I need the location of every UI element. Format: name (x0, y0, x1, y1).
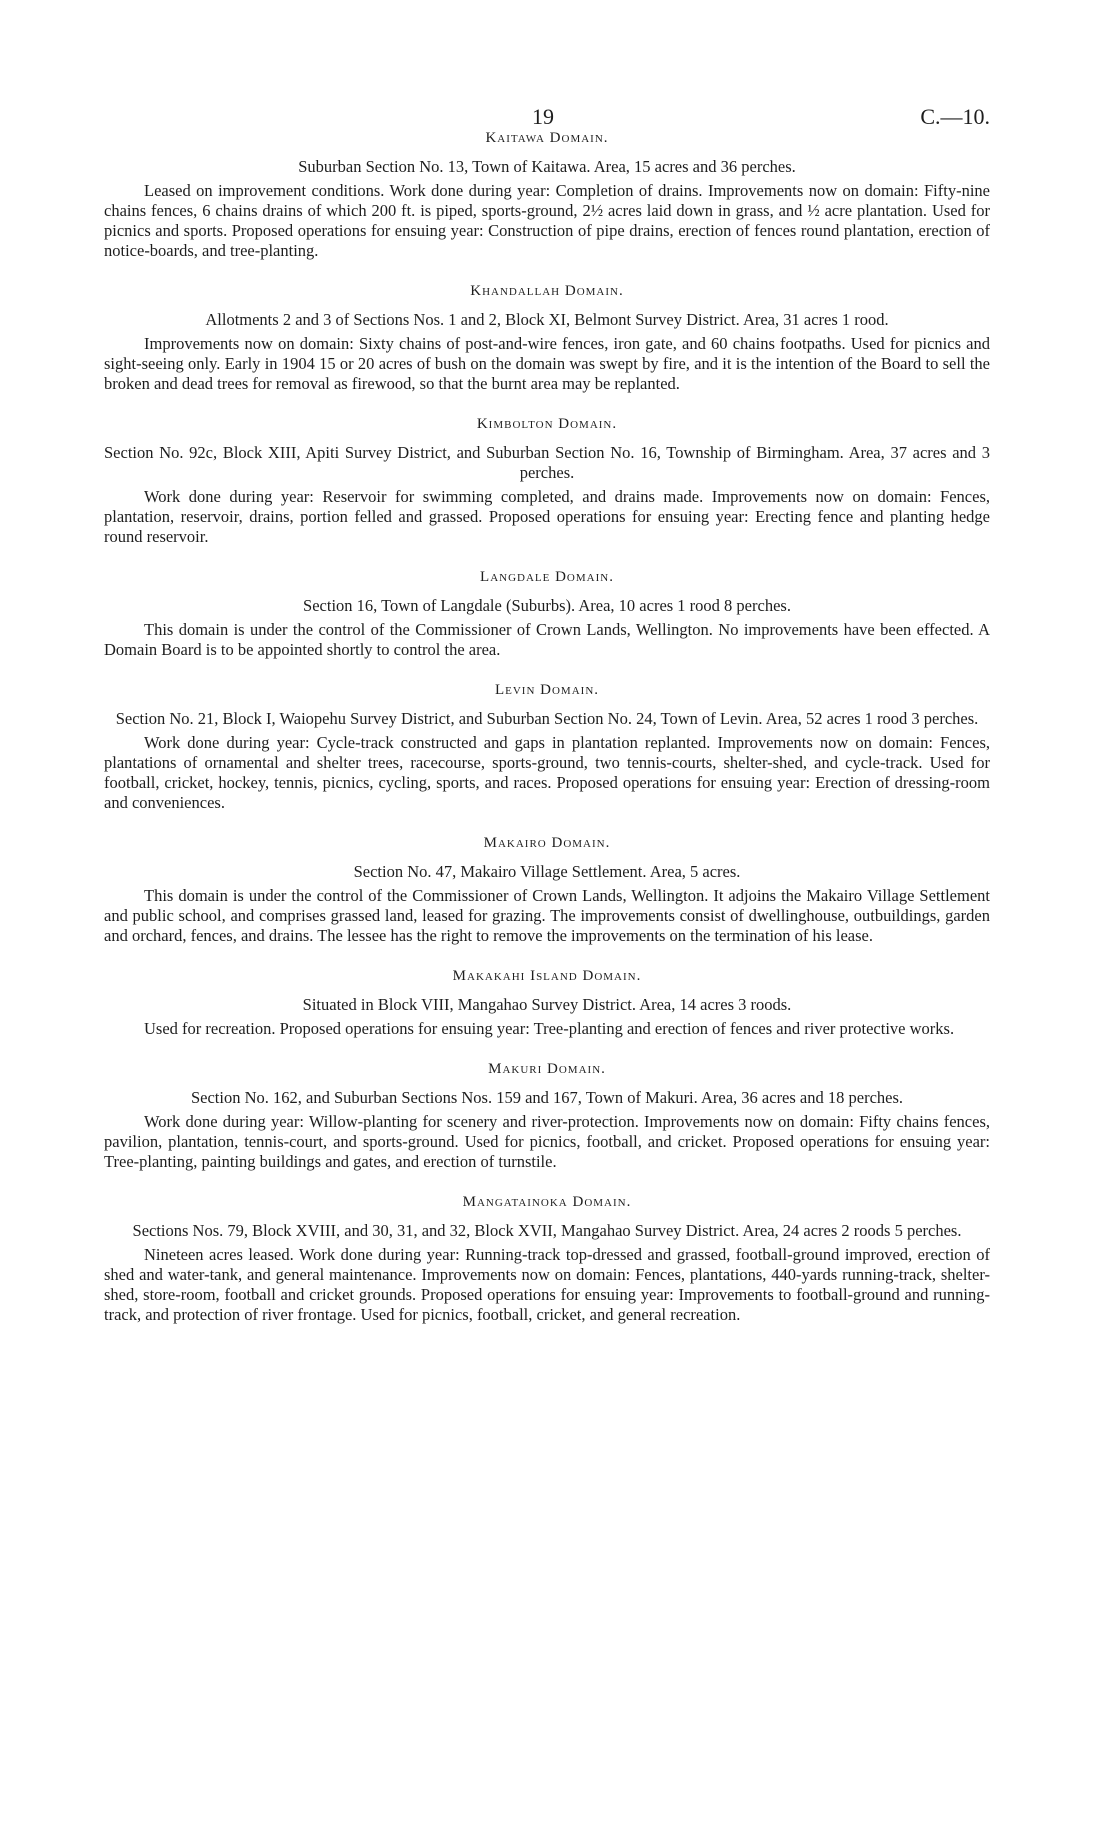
section-body: This domain is under the control of the Commissioner of Crown Lands, Wellington. It adjoins the Makairo Village Settlement and public school, and comprises grassed land, leased for grazing. The improvements consist of dwellinghouse, outbuildings, garden and orchard, fences, and drains. The lessee has the right to remove the improvements on the termination of his lease. (104, 886, 990, 945)
section-location: Section 16, Town of Langdale (Suburbs). Area, 10 acres 1 rood 8 perches. (303, 596, 791, 615)
section-body: Work done during year: Reservoir for swimming completed, and drains made. Improvements now on domain: Fences, plantation, reservoir, drains, portion felled and grassed. Proposed operations for ensuing year: Erecting fence and planting hedge round reservoir. (104, 487, 990, 546)
document-reference: C.—10. (920, 104, 990, 129)
section-location: Section No. 92c, Block XIII, Apiti Survey District, and Suburban Section No. 16, Township of Birmingham. Area, 37 acres and 3 perches. (104, 443, 990, 482)
section-body: Nineteen acres leased. Work done during year: Running-track top-dressed and grassed, football-ground improved, erection of shed and water-tank, and general maintenance. Improvements now on domain: Fences, plantations, 440-yards running-track, shelter-shed, store-room, football and cricket grounds. Proposed operations for ensuing year: Improvements to football-ground and running-track, and protection of river frontage. Used for picnics, football, cricket, and general recreation. (104, 1245, 990, 1324)
section-title: Mangatainoka Domain. (462, 1194, 632, 1210)
section-title: Levin Domain. (494, 682, 600, 698)
section-langdale (104, 567, 990, 660)
section-location: Sections Nos. 79, Block XVIII, and 30, 31, and 32, Block XVII, Mangahao Survey District. Area, 24 acres 2 roods 5 perches. (132, 1221, 962, 1240)
page-number: 19 (532, 104, 554, 129)
page-header (104, 0, 990, 128)
section-body: Work done during year: Willow-planting for scenery and river-protection. Improvements now on domain: Fifty chains fences, pavilion, plantation, tennis-court, and sports-ground. Used for picnics, football, and cricket. Proposed operations for ensuing year: Tree-planting, painting buildings and gates, and erection of turnstile. (104, 1112, 990, 1171)
section-makairo (104, 833, 990, 946)
section-title: Kaitawa Domain. (485, 130, 609, 146)
section-body: Used for recreation. Proposed operations for ensuing year: Tree-planting and erection of fences and river protective works. (144, 1019, 955, 1038)
section-title: Makairo Domain. (483, 835, 611, 851)
section-kimbolton (104, 414, 990, 547)
section-body: This domain is under the control of the Commissioner of Crown Lands, Wellington. No improvements have been effected. A Domain Board is to be appointed shortly to control the area. (104, 620, 990, 659)
section-mangatainoka (104, 1192, 990, 1325)
section-location: Section No. 21, Block I, Waiopehu Survey District, and Suburban Section No. 24, Town of Levin. Area, 52 acres 1 rood 3 perches. (115, 709, 979, 728)
section-khandallah (104, 281, 990, 394)
section-kaitawa (104, 128, 990, 261)
section-body: Work done during year: Cycle-track constructed and gaps in plantation replanted. Improvements now on domain: Fences, plantations of ornamental and shelter trees, racecourse, sports-ground, two tennis-courts, shelter-shed, and cycle-track. Used for football, cricket, hockey, tennis, picnics, cycling, sports, and races. Proposed operations for ensuing year: Erection of dressing-room and conveniences. (104, 733, 990, 812)
section-location: Section No. 162, and Suburban Sections Nos. 159 and 167, Town of Makuri. Area, 36 acres and 18 perches. (190, 1088, 904, 1107)
section-body: Leased on improvement conditions. Work done during year: Completion of drains. Improvements now on domain: Fifty-nine chains fences, 6 chains drains of which 200 ft. is piped, sports-ground, 2½ acres laid down in grass, and ½ acre plantation. Used for picnics and sports. Proposed operations for ensuing year: Construction of pipe drains, erection of fences round plantation, erection of notice-boards, and tree-planting. (104, 181, 990, 260)
section-title: Makuri Domain. (488, 1061, 606, 1077)
section-title: Makakahi Island Domain. (452, 968, 642, 984)
section-makuri (104, 1059, 990, 1172)
section-location: Section No. 47, Makairo Village Settlement. Area, 5 acres. (353, 862, 741, 881)
section-location: Suburban Section No. 13, Town of Kaitawa. Area, 15 acres and 36 perches. (298, 157, 796, 176)
section-location: Allotments 2 and 3 of Sections Nos. 1 and 2, Block XI, Belmont Survey District. Area, 31 acres 1 rood. (205, 310, 889, 329)
section-title: Langdale Domain. (480, 569, 614, 585)
section-body: Improvements now on domain: Sixty chains of post-and-wire fences, iron gate, and 60 chains footpaths. Used for picnics and sight-seeing only. Early in 1904 15 or 20 acres of bush on the domain was swept by fire, and it is the intention of the Board to sell the broken and dead trees for removal as firewood, so that the burnt area may be replanted. (104, 334, 990, 393)
section-makakahi-island (104, 966, 990, 1039)
section-title: Khandallah Domain. (470, 283, 624, 299)
section-title: Kimbolton Domain. (476, 416, 618, 432)
section-location: Situated in Block VIII, Mangahao Survey District. Area, 14 acres 3 roods. (302, 995, 792, 1014)
section-levin (104, 680, 990, 813)
